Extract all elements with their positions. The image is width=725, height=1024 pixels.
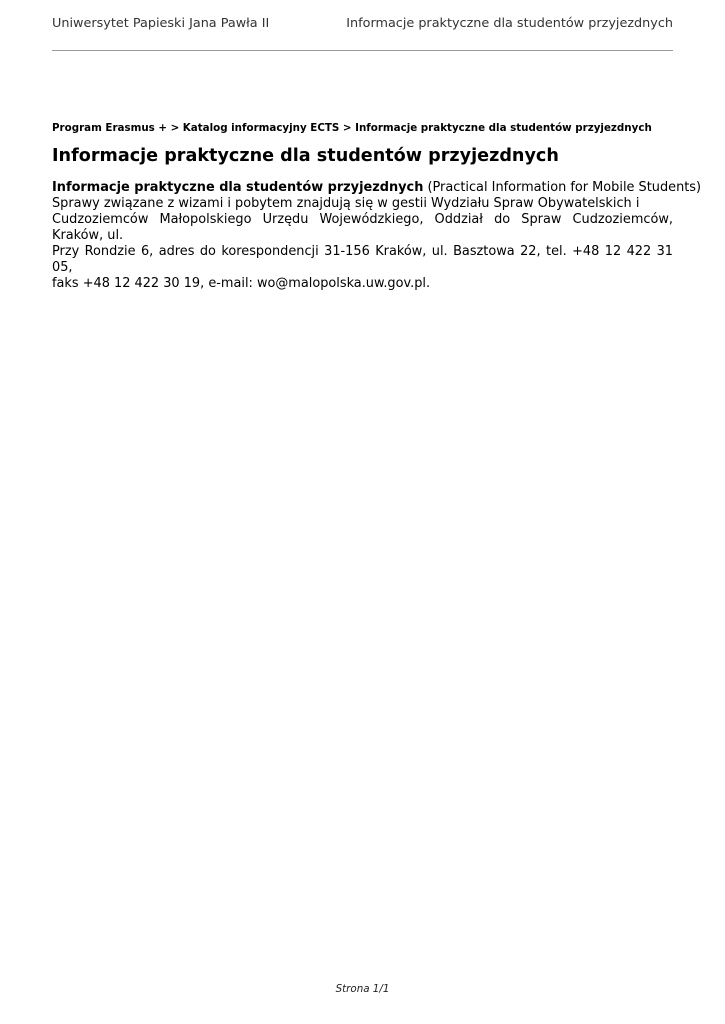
- content-line-4: faks +48 12 422 30 19, e-mail: wo@malopolska.uw.gov.pl.: [52, 276, 431, 291]
- content-heading-english: (Practical Information for Mobile Students): [423, 180, 702, 195]
- page-number: Strona 1/1: [335, 983, 390, 995]
- page-header: [52, 15, 673, 51]
- breadcrumb: Program Erasmus + > Katalog informacyjny ECTS > Informacje praktyczne dla studentów przyjezdnych: [52, 122, 652, 134]
- content-body: [52, 180, 702, 292]
- page-title: Informacje praktyczne dla studentów przyjezdnych: [52, 146, 559, 166]
- header-section-title: Informacje praktyczne dla studentów przyjezdnych: [346, 16, 673, 31]
- header-university: Uniwersytet Papieski Jana Pawła II: [52, 16, 270, 31]
- content-line-3: Przy Rondzie 6, adres do korespondencji 31-156 Kraków, ul. Basztowa 22, tel. +48 12 422 31 05,: [52, 244, 673, 275]
- content-heading-line: [52, 180, 702, 196]
- content-line-2: Cudzoziemców Małopolskiego Urzędu Wojewódzkiego, Oddział do Spraw Cudzoziemców, Kraków, ul.: [52, 212, 673, 243]
- content-heading-bold: Informacje praktyczne dla studentów przyjezdnych: [52, 180, 424, 195]
- content-line-1: Sprawy związane z wizami i pobytem znajdują się w gestii Wydziału Spraw Obywatelskich i: [52, 196, 640, 211]
